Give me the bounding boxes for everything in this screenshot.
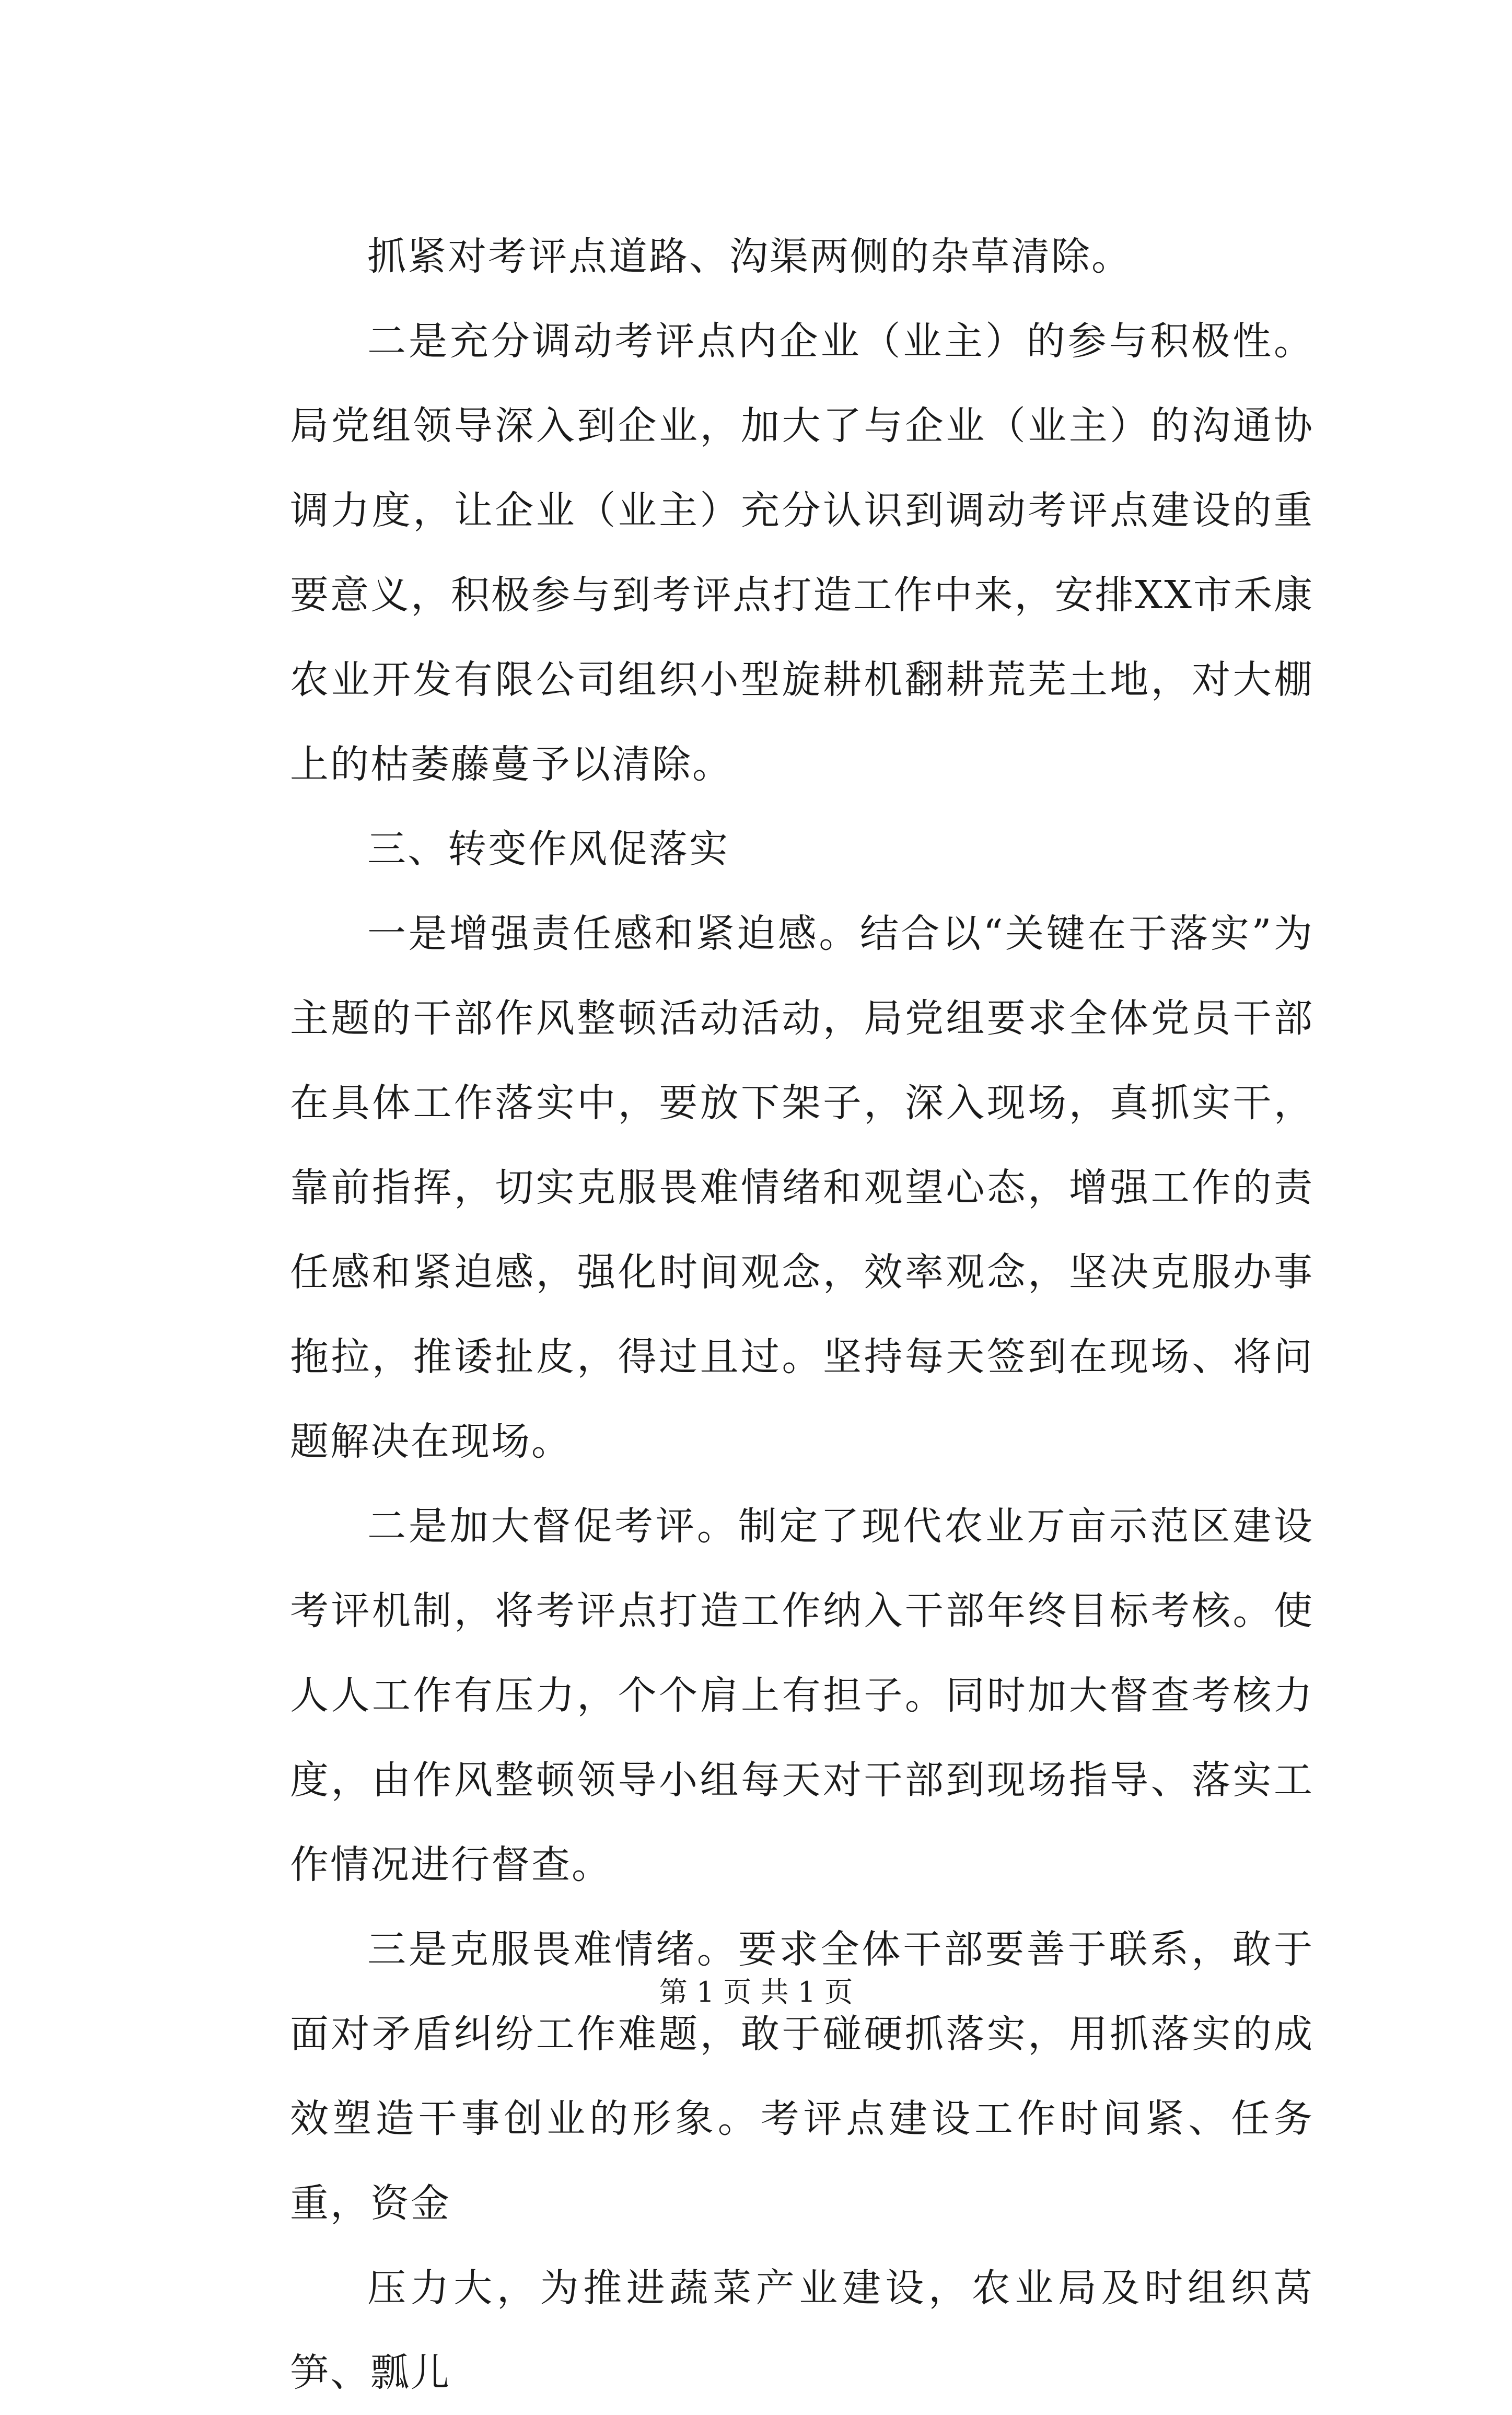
paragraph-2: 二是充分调动考评点内企业（业主）的参与积极性。局党组领导深入到企业，加大了与企业（业主）的沟通协调力度，让企业（业主）充分认识到调动考评点建设的重要意义，积极参与到考评点打造工作中来，安排XX市禾康农业开发有限公司组织小型旋耕机翻耕荒芜土地，对大棚上的枯萎藤蔓予以清除。 <box>290 319 1314 787</box>
paragraph-6: 三是克服畏难情绪。要求全体干部要善于联系，敢于面对矛盾纠纷工作难题，敢于碰硬抓落实，用抓落实的成效塑造干事创业的形象。考评点建设工作时间紧、任务重，资金 <box>290 1927 1314 2226</box>
section-heading-3: 三、转变作风促落实 <box>367 827 729 872</box>
paragraph-7: 压力大，为推进蔬菜产业建设，农业局及时组织莴笋、瓢儿 <box>290 2266 1314 2395</box>
document-body <box>290 214 1314 2415</box>
paragraph-5: 二是加大督促考评。制定了现代农业万亩示范区建设考评机制，将考评点打造工作纳入干部年终目标考核。使人人工作有压力，个个肩上有担子。同时加大督查考核力度，由作风整顿领导小组每天对干部到现场指导、落实工作情况进行督查。 <box>290 1504 1314 1887</box>
paragraph-1: 抓紧对考评点道路、沟渠两侧的杂草清除。 <box>367 234 1132 279</box>
paragraph-4: 一是增强责任感和紧迫感。结合以“关键在于落实”为主题的干部作风整顿活动活动，局党组要求全体党员干部在具体工作落实中，要放下架子，深入现场，真抓实干，靠前指挥，切实克服畏难情绪和观望心态，增强工作的责任感和紧迫感，强化时间观念，效率观念，坚决克服办事拖拉，推诿扯皮，得过且过。坚持每天签到在现场、将问题解决在现场。 <box>290 911 1314 1464</box>
page-footer: 第 1 页 共 1 页 <box>659 1976 853 2008</box>
